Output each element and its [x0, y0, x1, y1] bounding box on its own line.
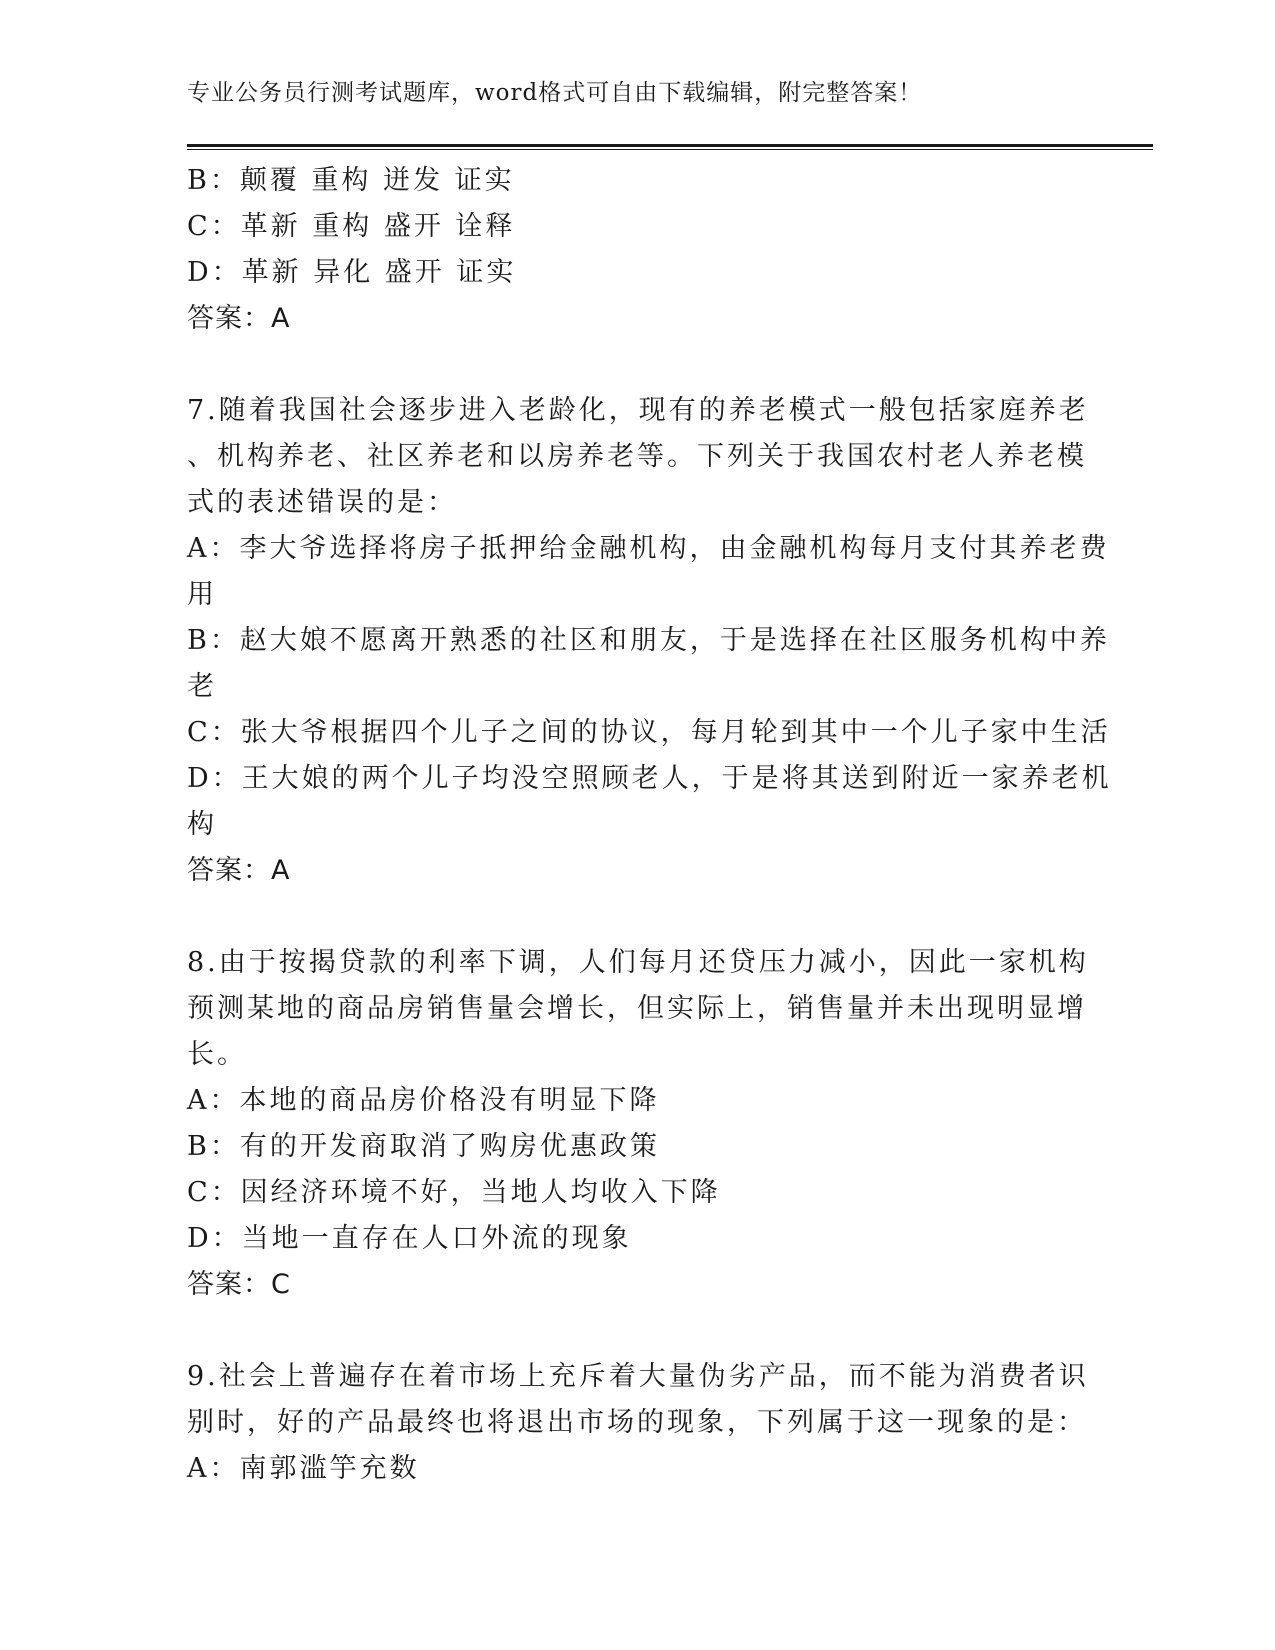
- question-6-tail: [187, 158, 1067, 342]
- spacer: [187, 894, 1067, 940]
- question-stem-line: 9.社会上普遍存在着市场上充斥着大量伪劣产品，而不能为消费者识: [187, 1361, 1089, 1392]
- option-b-continued: 老: [187, 671, 217, 702]
- question-stem-line: 式的表述错误的是：: [187, 487, 457, 518]
- question-stem-line: 8.由于按揭贷款的利率下调，人们每月还贷压力减小，因此一家机构: [187, 947, 1089, 978]
- question-7: [187, 388, 1112, 894]
- option-c: C：革新 重构 盛开 诠释: [187, 211, 516, 242]
- question-stem-line: 预测某地的商品房销售量会增长，但实际上，销售量并未出现明显增: [187, 993, 1087, 1024]
- option-b: B：赵大娘不愿离开熟悉的社区和朋友，于是选择在社区服务机构中养: [187, 625, 1110, 656]
- answer: 答案：A: [187, 855, 291, 886]
- option-a: A：李大爷选择将房子抵押给金融机构，由金融机构每月支付其养老费: [187, 533, 1110, 564]
- question-content: [187, 158, 1112, 1492]
- option-b: B：颠覆 重构 迸发 证实: [187, 165, 515, 196]
- question-9: [187, 1354, 1089, 1492]
- page-header: 专业公务员行测考试题库，word格式可自由下载编辑，附完整答案！: [187, 80, 923, 106]
- option-a: A：南郭滥竽充数: [187, 1453, 420, 1484]
- option-d: D：当地一直存在人口外流的现象: [187, 1223, 632, 1254]
- spacer: [187, 1308, 1067, 1354]
- question-8: [187, 940, 1089, 1308]
- header-divider-thick: [187, 144, 1153, 147]
- option-a-continued: 用: [187, 579, 217, 610]
- answer: 答案：C: [187, 1269, 291, 1300]
- option-a: A：本地的商品房价格没有明显下降: [187, 1085, 660, 1116]
- option-c: C：因经济环境不好，当地人均收入下降: [187, 1177, 721, 1208]
- header-divider-thin: [187, 149, 1153, 150]
- question-stem-line: 长。: [187, 1039, 247, 1070]
- question-stem-line: 、机构养老、社区养老和以房养老等。下列关于我国农村老人养老模: [187, 441, 1087, 472]
- question-stem-line: 别时，好的产品最终也将退出市场的现象，下列属于这一现象的是：: [187, 1407, 1087, 1438]
- option-d: D：革新 异化 盛开 证实: [187, 257, 517, 288]
- option-d-continued: 构: [187, 809, 217, 840]
- question-stem-line: 7.随着我国社会逐步进入老龄化，现有的养老模式一般包括家庭养老: [187, 395, 1089, 426]
- option-c: C：张大爷根据四个儿子之间的协议，每月轮到其中一个儿子家中生活: [187, 717, 1111, 748]
- answer: 答案：A: [187, 303, 291, 334]
- option-b: B：有的开发商取消了购房优惠政策: [187, 1131, 660, 1162]
- spacer: [187, 342, 1067, 388]
- option-d: D：王大娘的两个儿子均没空照顾老人，于是将其送到附近一家养老机: [187, 763, 1112, 794]
